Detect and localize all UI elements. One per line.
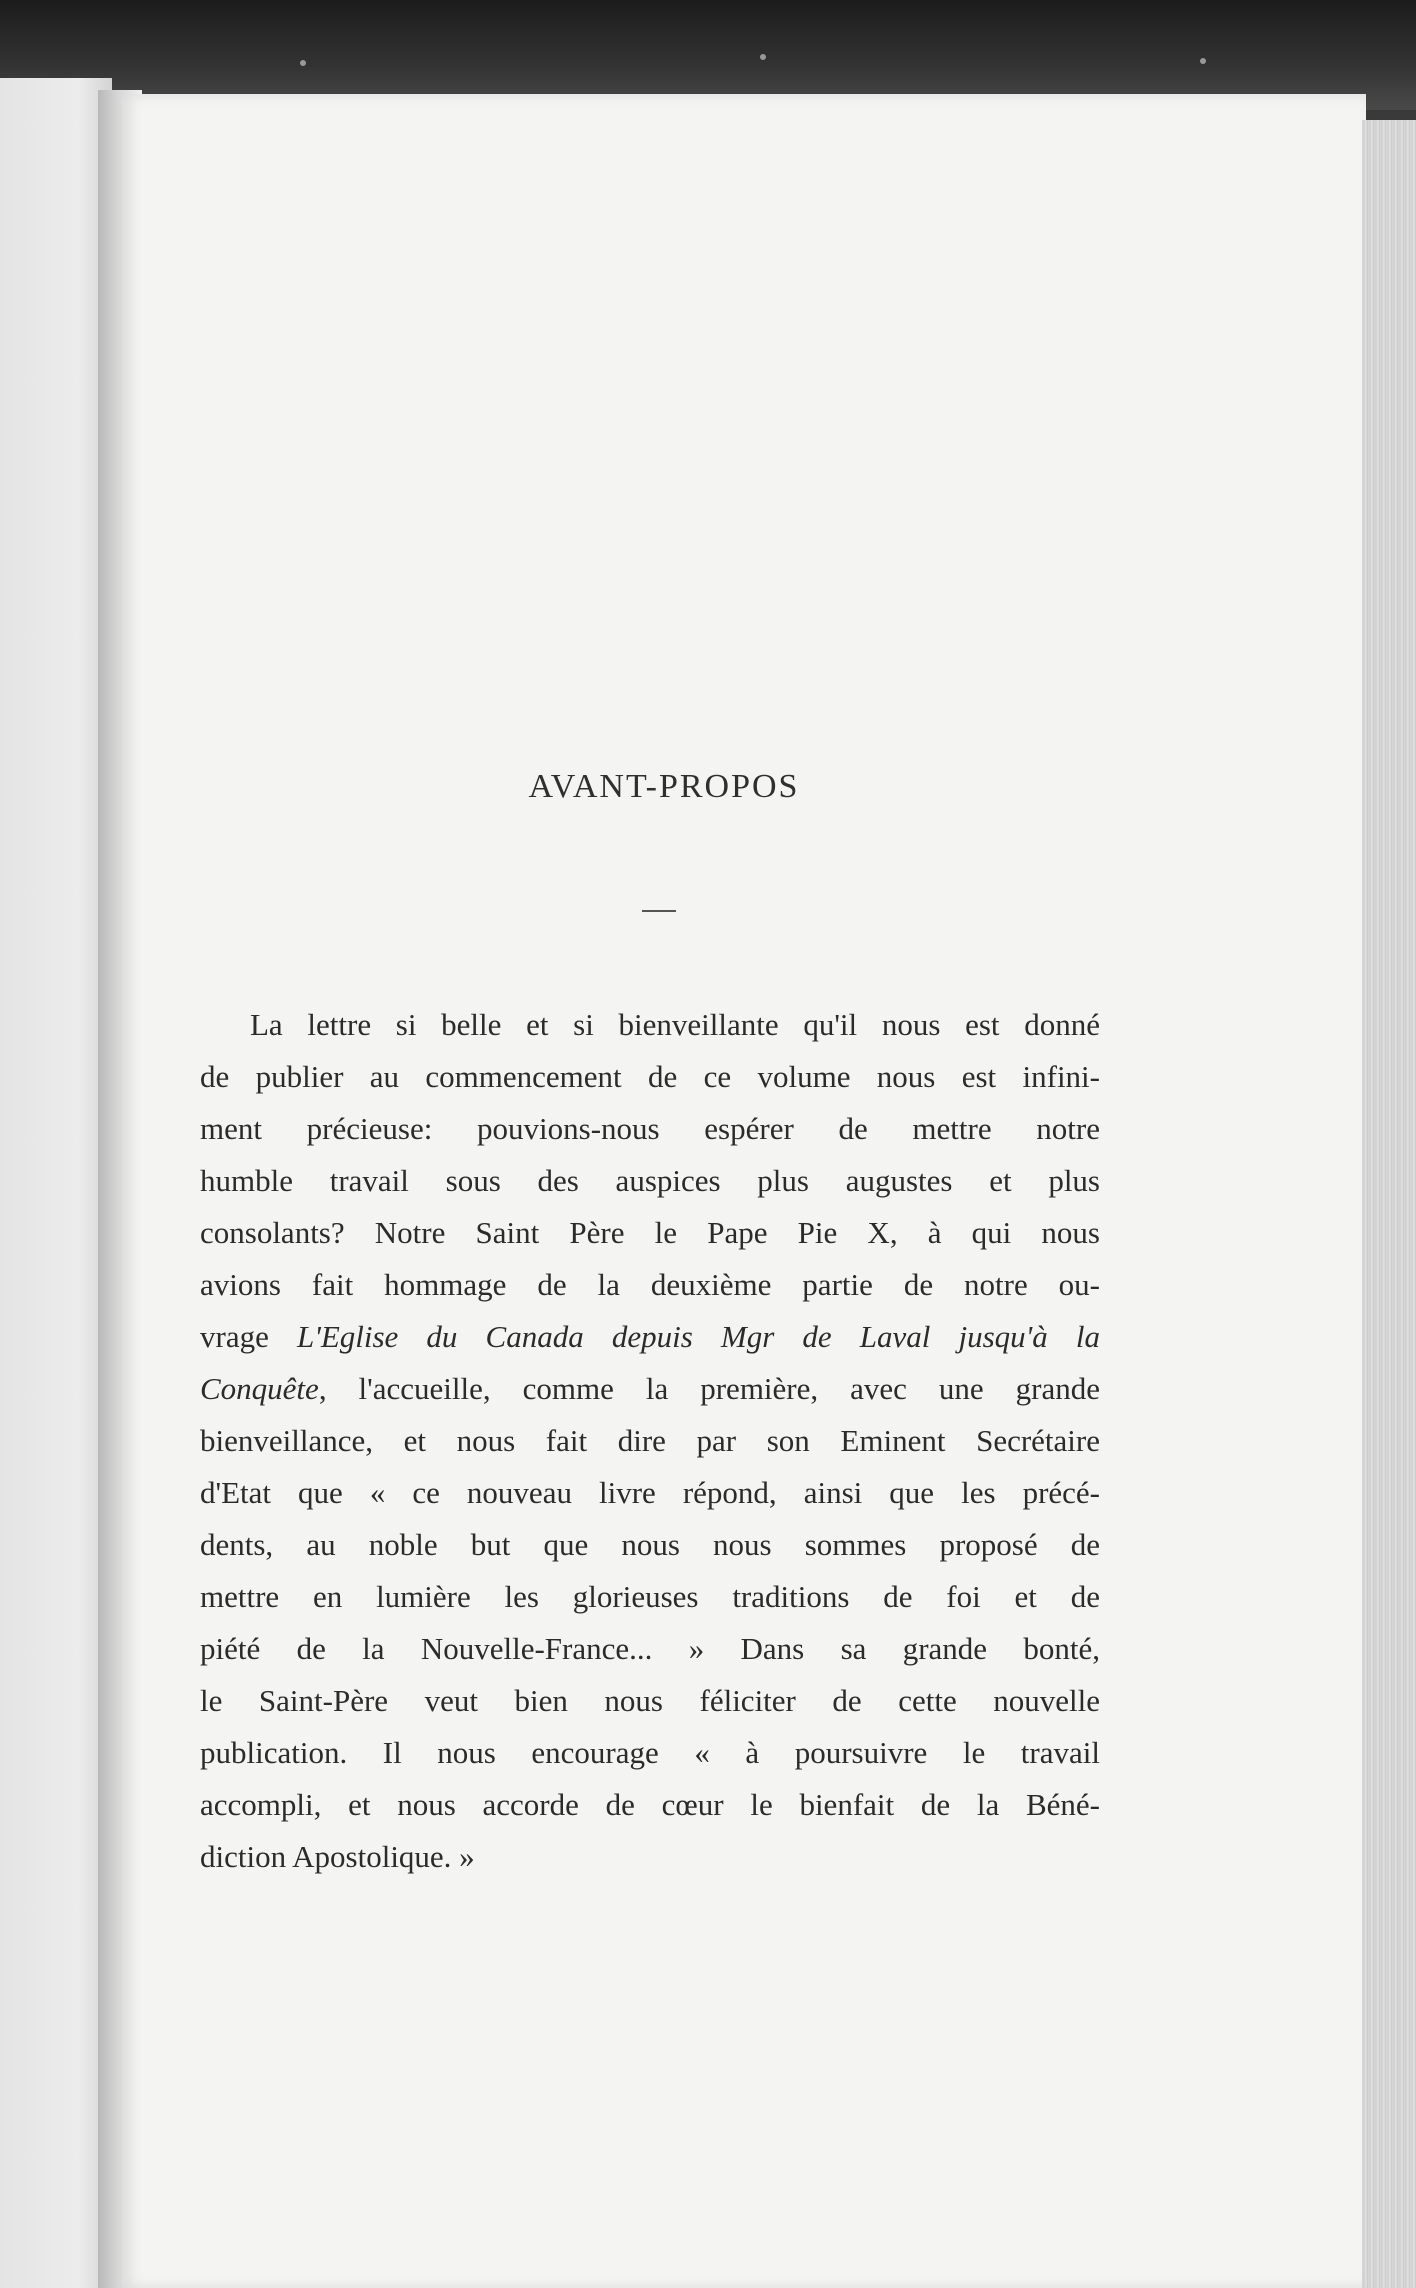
text-line: d'Etat que « ce nouveau livre répond, ainsi que les précé- [200,1475,1100,1510]
text-line: ment précieuse: pouvions-nous espérer de mettre notre [200,1111,1100,1146]
text-fragment: , l'accueille, comme la première, avec une grande [318,1371,1100,1406]
page-title: AVANT-PROPOS [528,768,800,805]
text-line: de publier au commencement de ce volume nous est infini- [200,1059,1100,1094]
text-line [200,1369,1100,1409]
text-fragment: vrage [200,1319,297,1354]
text-line: avions fait hommage de la deuxième partie de notre ou- [200,1267,1100,1302]
text-line: publication. Il nous encourage « à poursuivre le travail [200,1735,1100,1770]
book-title-italic: L'Eglise du Canada depuis Mgr de Laval jusqu'à la [296,1319,1100,1354]
dust-speck [1200,58,1206,64]
text-line: diction Apostolique. » [200,1839,475,1874]
text-line: piété de la Nouvelle-France... » Dans sa grande bonté, [200,1631,1100,1666]
text-line: bienveillance, et nous fait dire par son Eminent Secrétaire [200,1423,1100,1458]
text-line: mettre en lumière les glorieuses traditions de foi et de [200,1579,1100,1614]
title-rule [642,910,676,912]
text-line: le Saint-Père veut bien nous féliciter de cette nouvelle [200,1683,1100,1718]
book-title-italic: Conquête [200,1371,319,1406]
text-line: La lettre si belle et si bienveillante qu'il nous est donné [250,1007,1100,1042]
dust-speck [760,54,766,60]
dust-speck [300,60,306,66]
left-page-edge [0,78,112,2288]
text-line [200,1317,1100,1357]
text-line: consolants? Notre Saint Père le Pape Pie X, à qui nous [200,1215,1100,1250]
page-stack-edge [1362,120,1416,2288]
text-line: humble travail sous des auspices plus augustes et plus [200,1163,1100,1198]
text-line: accompli, et nous accorde de cœur le bienfait de la Béné- [200,1787,1100,1822]
text-line: dents, au noble but que nous nous sommes proposé de [200,1527,1100,1562]
